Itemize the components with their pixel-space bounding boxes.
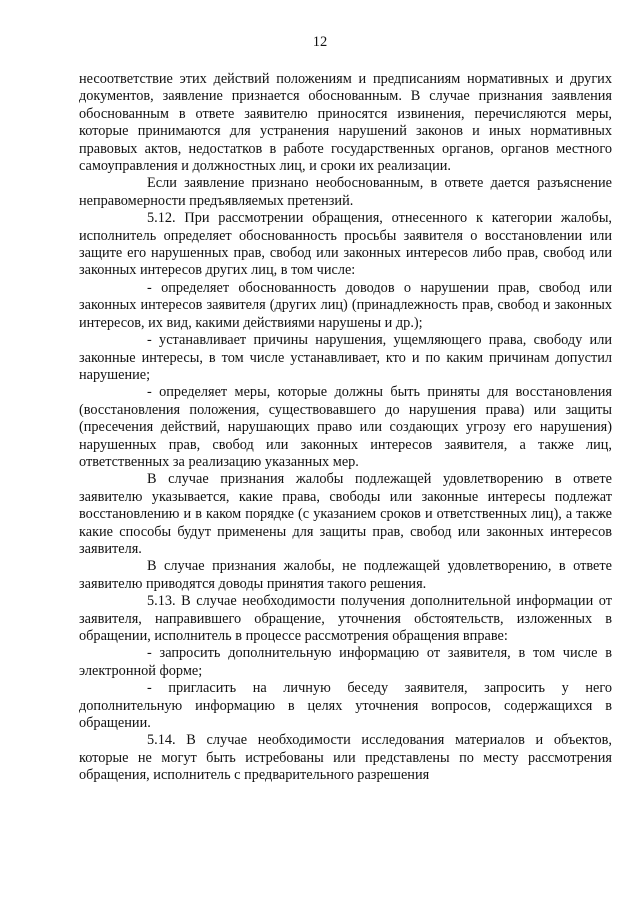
- paragraph-5-12: 5.12. При рассмотрении обращения, отнесенного к категории жалобы, исполнитель определяет обоснованность просьбы заявителя о восстановлении или защите его нарушенных прав, свобод или законных интересов либо прав, свобод или законных интересов других лиц, в том числе:: [79, 210, 612, 279]
- document-body: [79, 71, 612, 785]
- paragraph-unfounded-claim: Если заявление признано необоснованным, в ответе дается разъяснение неправомерности предъявляемых претензий.: [79, 175, 612, 209]
- paragraph-5-14: 5.14. В случае необходимости исследования материалов и объектов, которые не могут быть истребованы или представлены по месту рассмотрения обращения, исполнитель с предварительного разрешения: [79, 732, 612, 784]
- list-item-request-info: - запросить дополнительную информацию от заявителя, в том числе в электронной форме;: [79, 645, 612, 679]
- paragraph-complaint-rejected: В случае признания жалобы, не подлежащей удовлетворению, в ответе заявителю приводятся доводы принятия такого решения.: [79, 558, 612, 592]
- paragraph-continuation: несоответствие этих действий положениям и предписаниям нормативных и других документов, заявление признается обоснованным. В случае признания заявления обоснованным в ответе заявителю приносятся извинения, перечисляются меры, которые принимаются для устранения нарушений законов и иных нормативных правовых актов, недостатков в работе государственных органов, органов местного самоуправления и должностных лиц, и сроки их реализации.: [79, 71, 612, 175]
- paragraph-complaint-satisfied: В случае признания жалобы подлежащей удовлетворению в ответе заявителю указывается, какие права, свободы или законные интересы подлежат восстановлению и в каком порядке (с указанием сроков и ответственных лиц), а также какие способы будут применены для защиты прав, свобод или законных интересов заявителя.: [79, 471, 612, 557]
- page-number: 12: [312, 34, 328, 50]
- list-item-measures: - определяет меры, которые должны быть приняты для восстановления (восстановления положения, существовавшего до нарушения права) или защиты (пресечения действий, нарушающих право или создающих угрозу его нарушения) нарушенных прав, свобод или законных интересов заявителя, а также лиц, ответственных за реализацию указанных мер.: [79, 384, 612, 470]
- paragraph-5-13: 5.13. В случае необходимости получения дополнительной информации от заявителя, направившего обращение, уточнения обстоятельств, изложенных в обращении, исполнитель в процессе рассмотрения обращения вправе:: [79, 593, 612, 644]
- list-item-invite-conversation: - пригласить на личную беседу заявителя, запросить у него дополнительную информацию в целях уточнения вопросов, содержащихся в обращении.: [79, 680, 612, 732]
- list-item-validity: - определяет обоснованность доводов о нарушении прав, свобод или законных интересов заявителя (других лиц) (принадлежность прав, свобод и законных интересов, их вид, какими действиями нарушены и др.);: [79, 279, 612, 331]
- list-item-causes: - устанавливает причины нарушения, ущемляющего права, свободу или законные интересы, в том числе устанавливает, кто и по каким причинам допустил нарушение;: [79, 332, 612, 383]
